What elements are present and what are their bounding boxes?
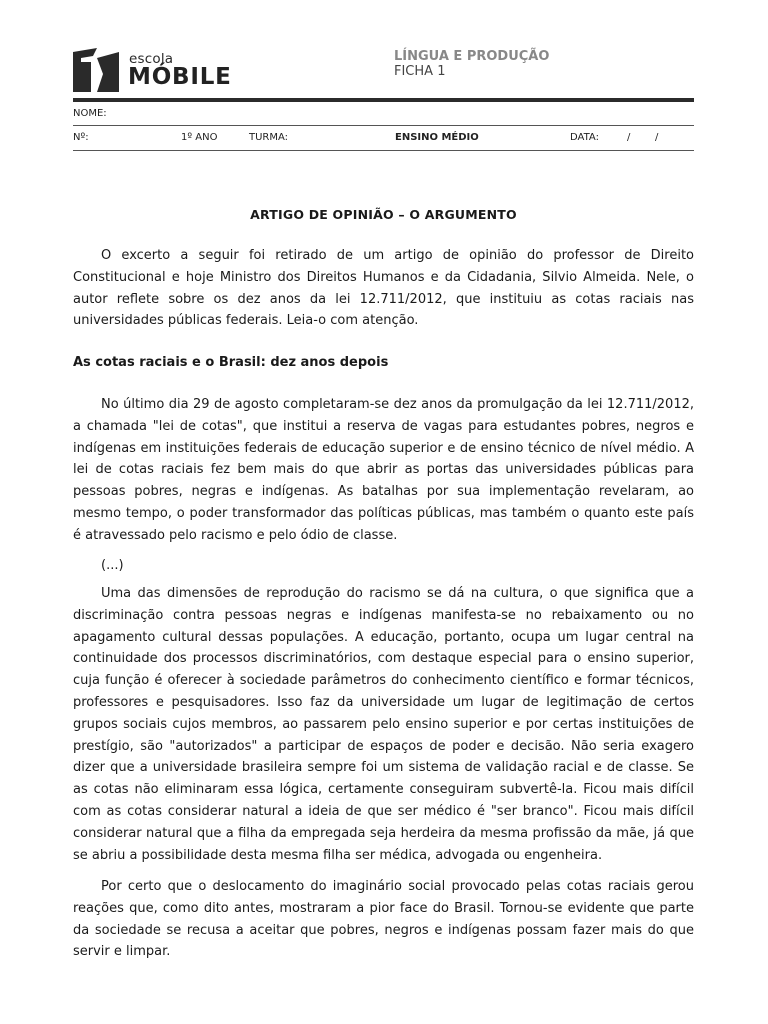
article-paragraph-1: No último dia 29 de agosto completaram-se dez anos da promulgação da lei 12.711/2012, a chamada "lei de cotas", que institui a reserva de vagas para estudantes pobres, negros e indígenas em instituições federais de educação superior e de ensino técnico de nível médio. A lei de cotas raciais fez bem mais do que abrir as portas das universidades públicas para pessoas pobres, negras e indígenas. As batalhas por sua implementação revelaram, ao mesmo tempo, o poder transformador das políticas públicas, mas também o quanto este país é atravessado pelo racismo e pelo ódio de classe.: [73, 397, 694, 543]
intro-paragraph: O excerto a seguir foi retirado de um artigo de opinião do professor de Direito Constitucional e hoje Ministro dos Direitos Humanos e da Cidadania, Silvio Almeida. Nele, o autor reflete sobre os dez anos da lei 12.711/2012, que instituiu as cotas raciais nas universidades públicas federais. Leia-o com atenção.: [73, 248, 694, 329]
ellipsis: (...): [101, 558, 124, 573]
subject-heading: LÍNGUA E PRODUÇÃO: [394, 49, 550, 64]
name-line: [73, 125, 694, 126]
header-divider: [73, 98, 694, 102]
year-label: 1º ANO: [181, 132, 218, 143]
class-label: TURMA:: [249, 132, 289, 143]
date-separator: /: [627, 132, 631, 143]
sheet-number: FICHA 1: [394, 64, 446, 79]
logo-text-mobile: MÓBILE: [128, 64, 232, 90]
article-title: As cotas raciais e o Brasil: dez anos depois: [73, 355, 389, 370]
logo-text-escola: escola: [129, 51, 174, 67]
level-label: ENSINO MÉDIO: [395, 132, 479, 143]
mobile-logo-icon: [73, 48, 119, 92]
article-paragraph-2: Uma das dimensões de reprodução do racismo se dá na cultura, o que significa que a discriminação contra pessoas negras e indígenas manifesta-se no rebaixamento ou no apagamento cultural dessas populações. A educação, portanto, ocupa um lugar central na continuidade dos processos discriminatórios, com destaque especial para o ensino superior, cuja função é oferecer à sociedade parâmetros do conhecimento científico e formar técnicos, professores e pesquisadores. Isso faz da universidade um lugar de legitimação de certos grupos sociais cujos membros, ao passarem pelo ensino superior e por certas instituições de prestígio, são "autorizados" a participar de espaços de poder e decisão. Não seria exagero dizer que a universidade brasileira sempre foi um sistema de validação racial e de classe. Se as cotas não eliminaram essa lógica, certamente conseguiram subvertê-la. Ficou mais difícil com as cotas considerar natural a ideia de que ser médico é "ser branco". Ficou mais difícil considerar natural que a filha da empregada seja herdeira da mesma profissão da mãe, já que se abriu a possibilidade desta mesma filha ser médica, advogada ou engenheira.: [73, 586, 694, 863]
school-logo: [73, 48, 273, 92]
page-title: ARTIGO DE OPINIÃO – O ARGUMENTO: [250, 207, 517, 222]
number-label: Nº:: [73, 132, 89, 143]
article-paragraph-3: Por certo que o deslocamento do imaginário social provocado pelas cotas raciais gerou reações que, como dito antes, mostraram a pior face do Brasil. Tornou-se evidente que parte da sociedade se recusa a aceitar que pobres, negros e indígenas possam fazer mais do que servir e limpar.: [73, 879, 694, 960]
name-label: NOME:: [73, 108, 107, 119]
info-line: [73, 150, 694, 151]
date-separator: /: [655, 132, 659, 143]
date-label: DATA:: [570, 132, 599, 143]
